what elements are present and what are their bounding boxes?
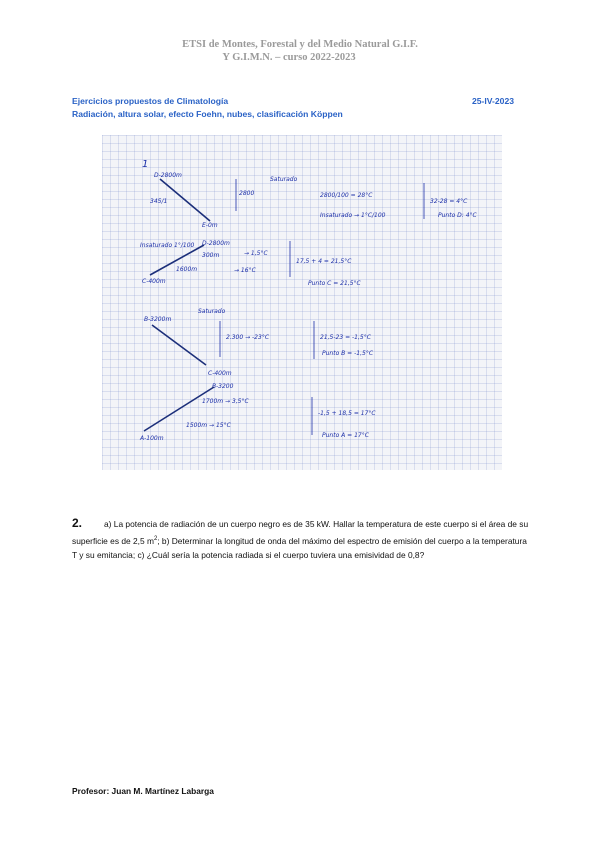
hw-b1-result: Punto D: 4°C	[438, 212, 477, 219]
handwritten-notes	[102, 135, 502, 470]
hw-b4-top: B-3200	[212, 383, 234, 390]
hw-b1-calc-b: Insaturado → 1°C/100	[320, 212, 386, 219]
hw-b3-bottom: C-400m	[208, 370, 232, 377]
question-2-text-b: ; b) Determinar la longitud de onda del máximo del espectro de emisión del cuerpo a la temperatura T y su emitancia; c) ¿Cuál sería la potencia radiada si el cuerpo tuviera una emisividad de 0,8?	[72, 535, 527, 560]
hw-b2-low: 1600m	[176, 266, 198, 273]
institution-header	[0, 38, 600, 64]
hw-b1-result-calc: 32-28 = 4°C	[430, 198, 468, 205]
hw-b1-bottom: E-0m	[202, 222, 218, 229]
question-2-superscript: 2	[153, 535, 158, 542]
hw-b3-result: Punto B = -1,5°C	[322, 350, 374, 357]
hw-b1-value: 2800	[239, 190, 255, 197]
handwritten-solution-photo	[102, 135, 502, 470]
hw-b2-calc: 17,5 + 4 = 21,5°C	[296, 258, 352, 265]
hw-problem-number: 1	[142, 159, 149, 170]
hw-b1-top: D-2800m	[154, 172, 182, 179]
question-2-text-a: a) La potencia de radiación de un cuerpo negro es de 35 kW. Hallar la temperatura de este cuerpo si el área de su superficie es de 2,5 m	[72, 519, 529, 546]
document-date: 25-IV-2023	[471, 96, 514, 106]
title-row-subject	[72, 96, 520, 106]
hw-b3-note: Saturado	[198, 308, 226, 315]
question-2	[72, 516, 532, 562]
question-2-number: 2.	[72, 516, 83, 530]
institution-line-2: Y G.I.M.N. – curso 2022-2023	[222, 52, 356, 63]
hw-b4-result: Punto A = 17°C	[322, 432, 369, 439]
topics-title: Radiación, altura solar, efecto Foehn, nubes, clasificación Köppen	[72, 109, 343, 119]
hw-b4-low: 1500m → 15°C	[186, 422, 231, 429]
hw-b2-arrow-b: → 16°C	[234, 267, 256, 274]
hw-b2-top: D-2800m	[202, 240, 230, 247]
title-row-topics	[72, 109, 520, 119]
hw-b2-result: Punto C = 21,5°C	[308, 280, 361, 287]
hw-b1-note: Saturado	[270, 176, 298, 183]
hw-b3-top: B-3200m	[144, 316, 172, 323]
hw-b4-bottom: A-100m	[140, 435, 164, 442]
hw-b1-slope	[160, 179, 210, 221]
hw-b3-value: 2.300 → -23°C	[226, 334, 270, 341]
hw-b1-left: 345/1	[150, 198, 168, 205]
professor-footer: Profesor: Juan M. Martínez Labarga	[72, 786, 214, 796]
hw-b3-slope	[152, 325, 206, 365]
hw-b2-arrow-a: → 1,5°C	[244, 250, 268, 257]
hw-b2-left-note: Insaturado 1°/100	[140, 242, 195, 249]
institution-line-1: ETSI de Montes, Forestal y del Medio Natural G.I.F.	[182, 39, 418, 50]
hw-b4-calc: -1,5 + 18,5 = 17°C	[318, 410, 376, 417]
hw-b2-bottom: C-400m	[142, 278, 166, 285]
subject-title: Ejercicios propuestos de Climatología	[72, 96, 229, 106]
hw-b1-calc-a: 2800/100 = 28°C	[320, 192, 373, 199]
hw-b3-calc: 21,5-23 = -1,5°C	[320, 334, 371, 341]
hw-b2-mid: 300m	[202, 252, 220, 259]
hw-b4-mid: 1700m → 3,5°C	[202, 398, 249, 405]
